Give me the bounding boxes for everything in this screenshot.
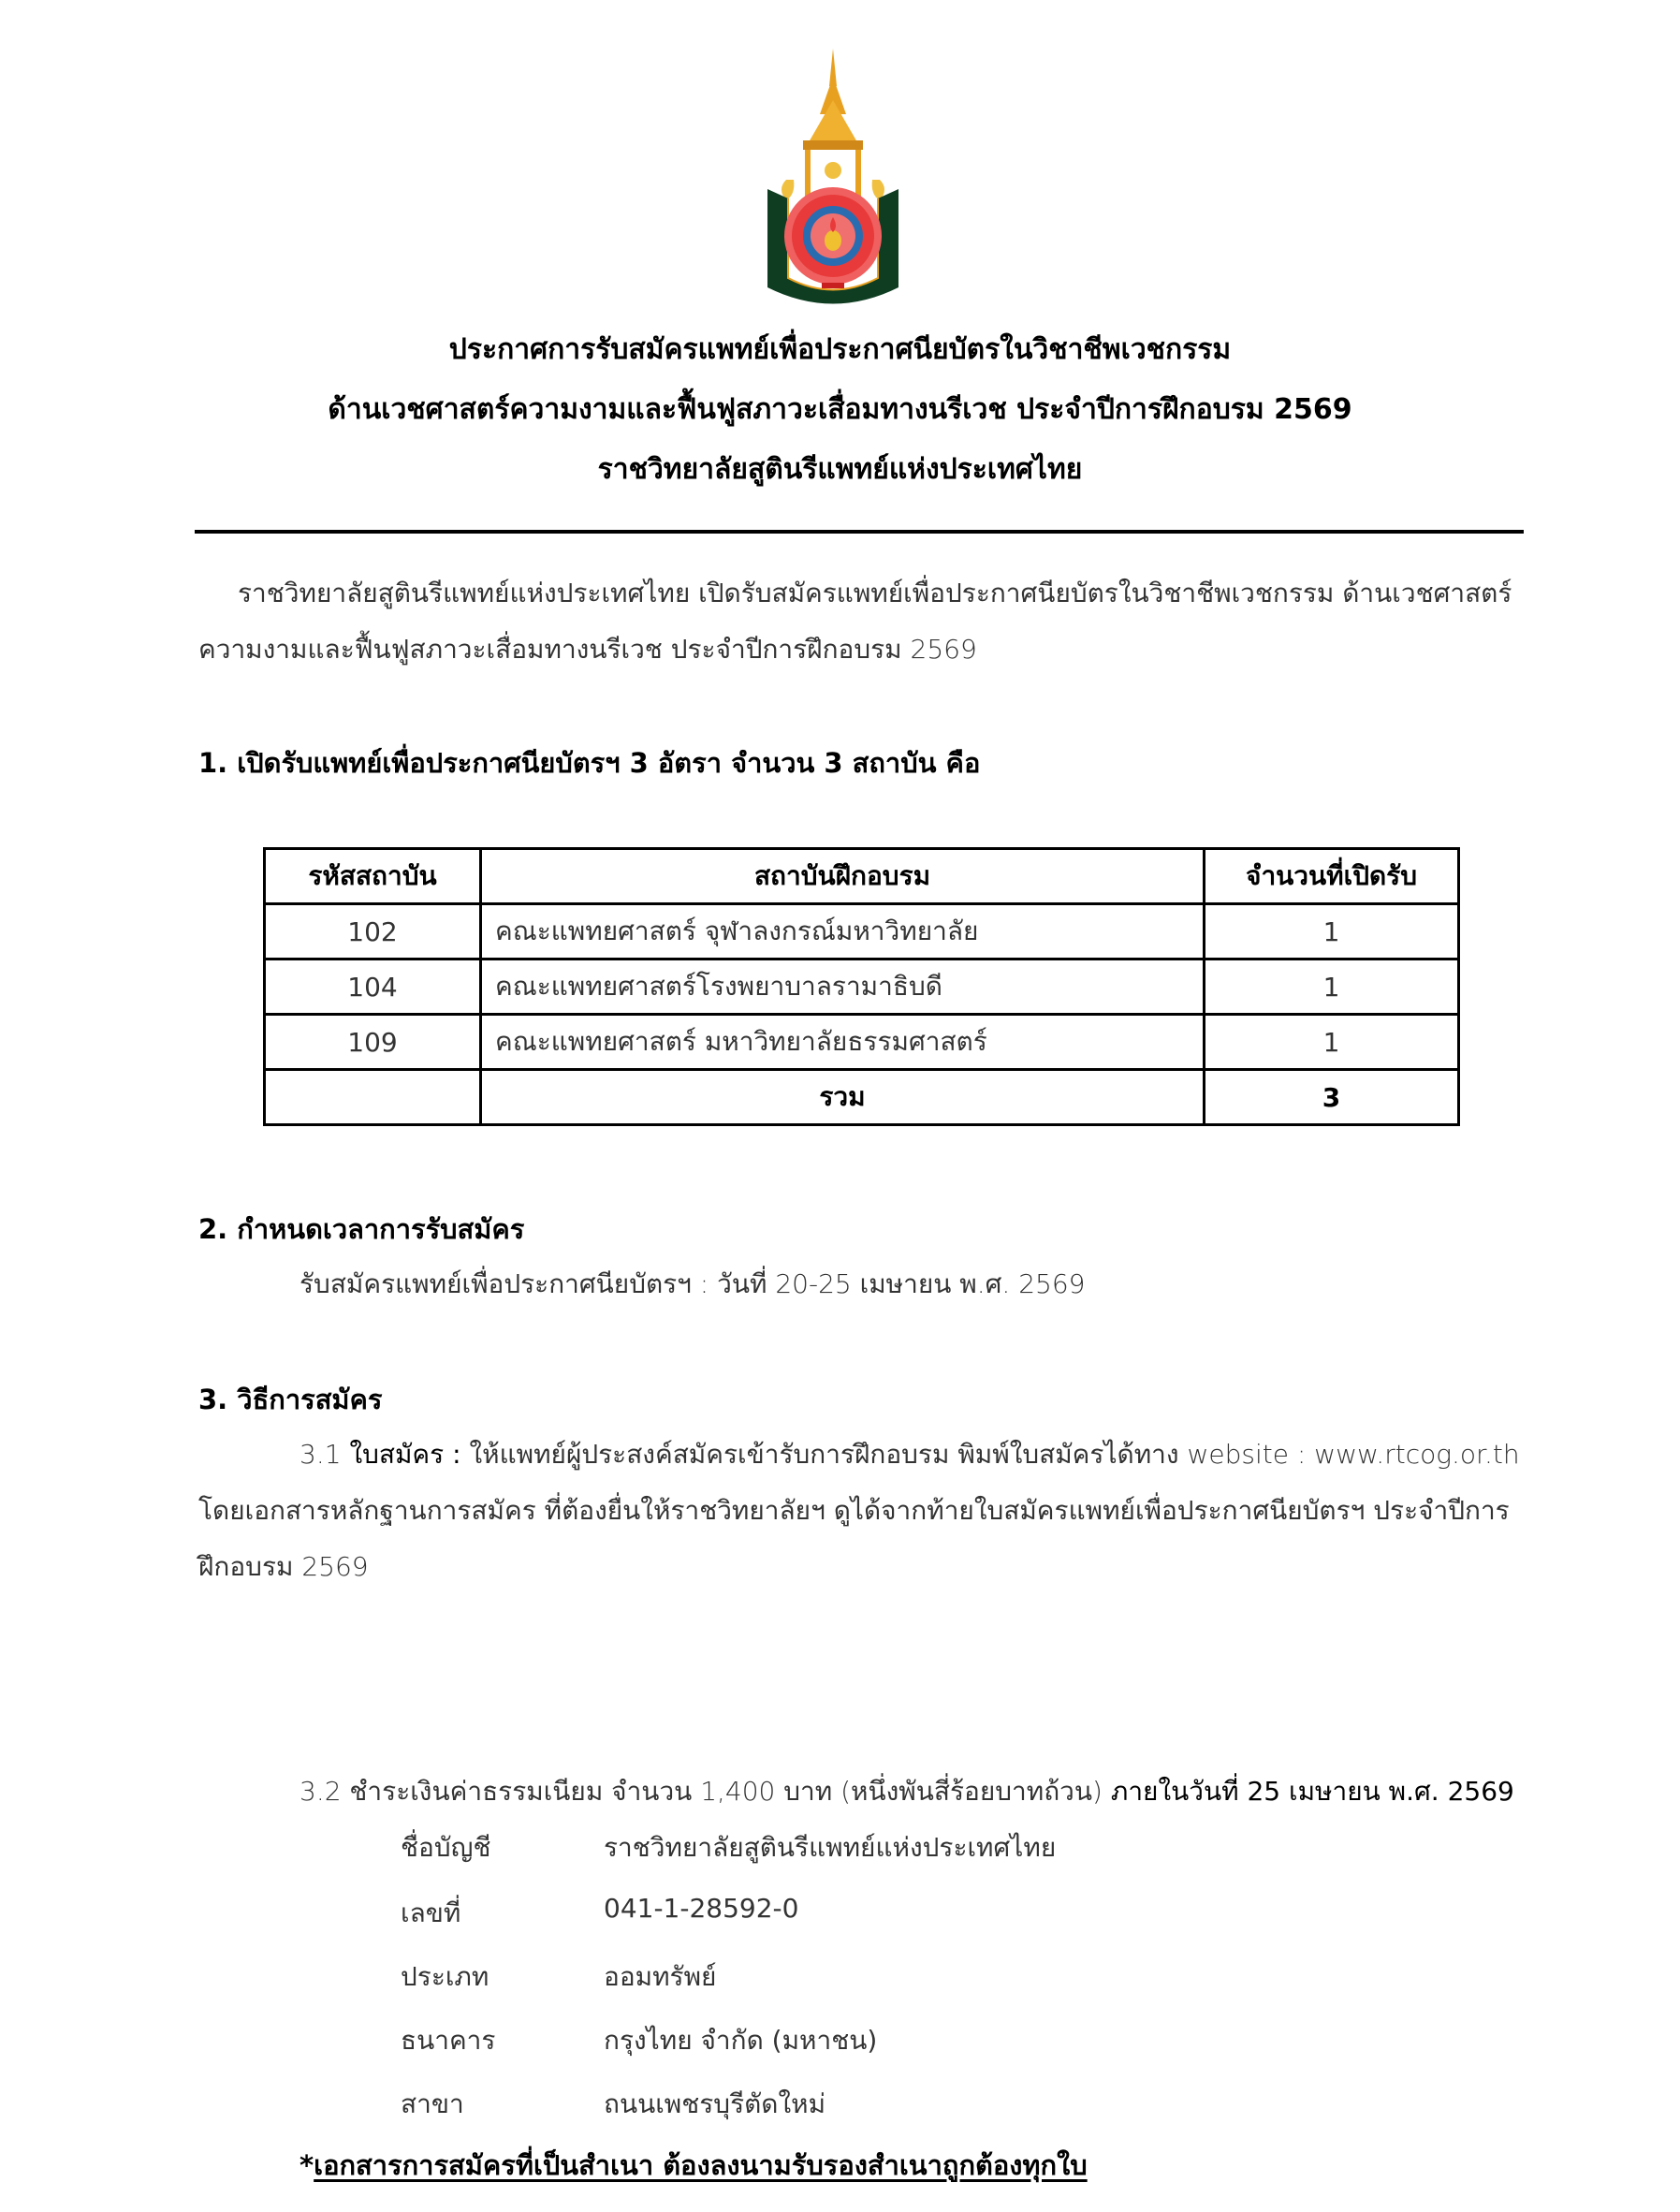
- cell-seats: 1: [1205, 960, 1459, 1015]
- item-3-1-line-3: ฝึกอบรม 2569: [198, 1551, 369, 1582]
- cell-seats: 1: [1205, 904, 1459, 960]
- note-text: เอกสารการสมัครที่เป็นสำเนา ต้องลงนามรับรองสำเนาถูกต้องทุกใบ: [314, 2149, 1088, 2181]
- certified-copy-note: [299, 2144, 1088, 2187]
- title-line-1: ประกาศการรับสมัครแพทย์เพื่อประกาศนียบัตรในวิชาชีพเวชกรรม: [448, 333, 1232, 366]
- item-3-1-text: ให้แพทย์ผู้ประสงค์สมัครเข้ารับการฝึกอบรม พิมพ์ใบสมัครได้ทาง website : www.rtcog.or.th: [460, 1439, 1520, 1470]
- table-total-row: [265, 1070, 1459, 1125]
- cell-institute: คณะแพทยศาสตร์ จุฬาลงกรณ์มหาวิทยาลัย: [481, 904, 1205, 960]
- application-period-text: รับสมัครแพทย์เพื่อประกาศนียบัตรฯ : วันที่ 20-25 เมษายน พ.ศ. 2569: [299, 1268, 1086, 1299]
- note-asterisk: *: [299, 2149, 314, 2181]
- item-3-2-line: [299, 1771, 1514, 1812]
- item-3-2-deadline: ภายในวันที่ 25 เมษายน พ.ศ. 2569: [1110, 1776, 1514, 1807]
- table-header-row: [265, 849, 1459, 904]
- cell-code: 104: [265, 960, 481, 1015]
- bank-label-account-type: ประเภท: [401, 1961, 489, 1992]
- item-3-1-label: ใบสมัคร :: [349, 1439, 461, 1470]
- item-3-1-line-2: โดยเอกสารหลักฐานการสมัคร ที่ต้องยื่นให้ราชวิทยาลัยฯ ดูได้จากท้ายใบสมัครแพทย์เพื่อประกาศนียบัตรฯ ประจำปีการ: [198, 1495, 1510, 1526]
- item-3-1-line-1: [299, 1434, 1520, 1475]
- section-2-heading: 2. กำหนดเวลาการรับสมัคร: [198, 1213, 525, 1245]
- section-1-heading: 1. เปิดรับแพทย์เพื่อประกาศนียบัตรฯ 3 อัตรา จำนวน 3 สถาบัน คือ: [198, 747, 981, 779]
- section-3-heading: 3. วิธีการสมัคร: [198, 1384, 383, 1415]
- col-header-institute: สถาบันฝึกอบรม: [481, 849, 1205, 904]
- total-label: รวม: [481, 1070, 1205, 1125]
- col-header-code: รหัสสถาบัน: [265, 849, 481, 904]
- emblem-icon: [749, 49, 917, 311]
- bank-label-branch: สาขา: [401, 2088, 464, 2119]
- college-emblem-logo: [749, 49, 917, 311]
- title-line-3: ราชวิทยาลัยสูตินรีแพทย์แห่งประเทศไทย: [597, 453, 1083, 486]
- cell-empty: [265, 1070, 481, 1125]
- bank-value-bank: กรุงไทย จำกัด (มหาชน): [604, 2025, 878, 2056]
- bank-label-bank: ธนาคาร: [401, 2025, 496, 2056]
- item-3-1-prefix: 3.1: [299, 1439, 350, 1470]
- cell-code: 102: [265, 904, 481, 960]
- institution-table: [263, 847, 1460, 1126]
- table-row: [265, 1015, 1459, 1070]
- total-value: 3: [1205, 1070, 1459, 1125]
- bank-value-account-type: ออมทรัพย์: [604, 1961, 717, 1992]
- item-3-2-text: 3.2 ชำระเงินค่าธรรมเนียม จำนวน 1,400 บาท (หนึ่งพันสี่ร้อยบาทถ้วน): [299, 1776, 1111, 1807]
- bank-value-branch: ถนนเพชรบุรีตัดใหม่: [604, 2088, 826, 2119]
- title-line-2: ด้านเวชศาสตร์ความงามและฟื้นฟูสภาวะเสื่อมทางนรีเวช ประจำปีการฝึกอบรม 2569: [328, 393, 1352, 426]
- bank-value-account-name: ราชวิทยาลัยสูตินรีแพทย์แห่งประเทศไทย: [604, 1832, 1057, 1863]
- bank-label-account-number: เลขที่: [401, 1897, 461, 1928]
- table-row: [265, 904, 1459, 960]
- intro-line-2: ความงามและฟื้นฟูสภาวะเสื่อมทางนรีเวช ประจำปีการฝึกอบรม 2569: [198, 634, 977, 665]
- cell-institute: คณะแพทยศาสตร์ มหาวิทยาลัยธรรมศาสตร์: [481, 1015, 1205, 1070]
- bank-value-account-number: 041-1-28592-0: [604, 1893, 799, 1924]
- col-header-seats: จำนวนที่เปิดรับ: [1205, 849, 1459, 904]
- cell-code: 109: [265, 1015, 481, 1070]
- bank-label-account-name: ชื่อบัญชี: [401, 1832, 491, 1863]
- cell-institute: คณะแพทยศาสตร์โรงพยาบาลรามาธิบดี: [481, 960, 1205, 1015]
- header-divider: [195, 530, 1524, 534]
- intro-line-1: ราชวิทยาลัยสูตินรีแพทย์แห่งประเทศไทย เปิดรับสมัครแพทย์เพื่อประกาศนียบัตรในวิชาชีพเวชกรรม ด้านเวชศาสตร์: [238, 578, 1512, 608]
- table-row: [265, 960, 1459, 1015]
- cell-seats: 1: [1205, 1015, 1459, 1070]
